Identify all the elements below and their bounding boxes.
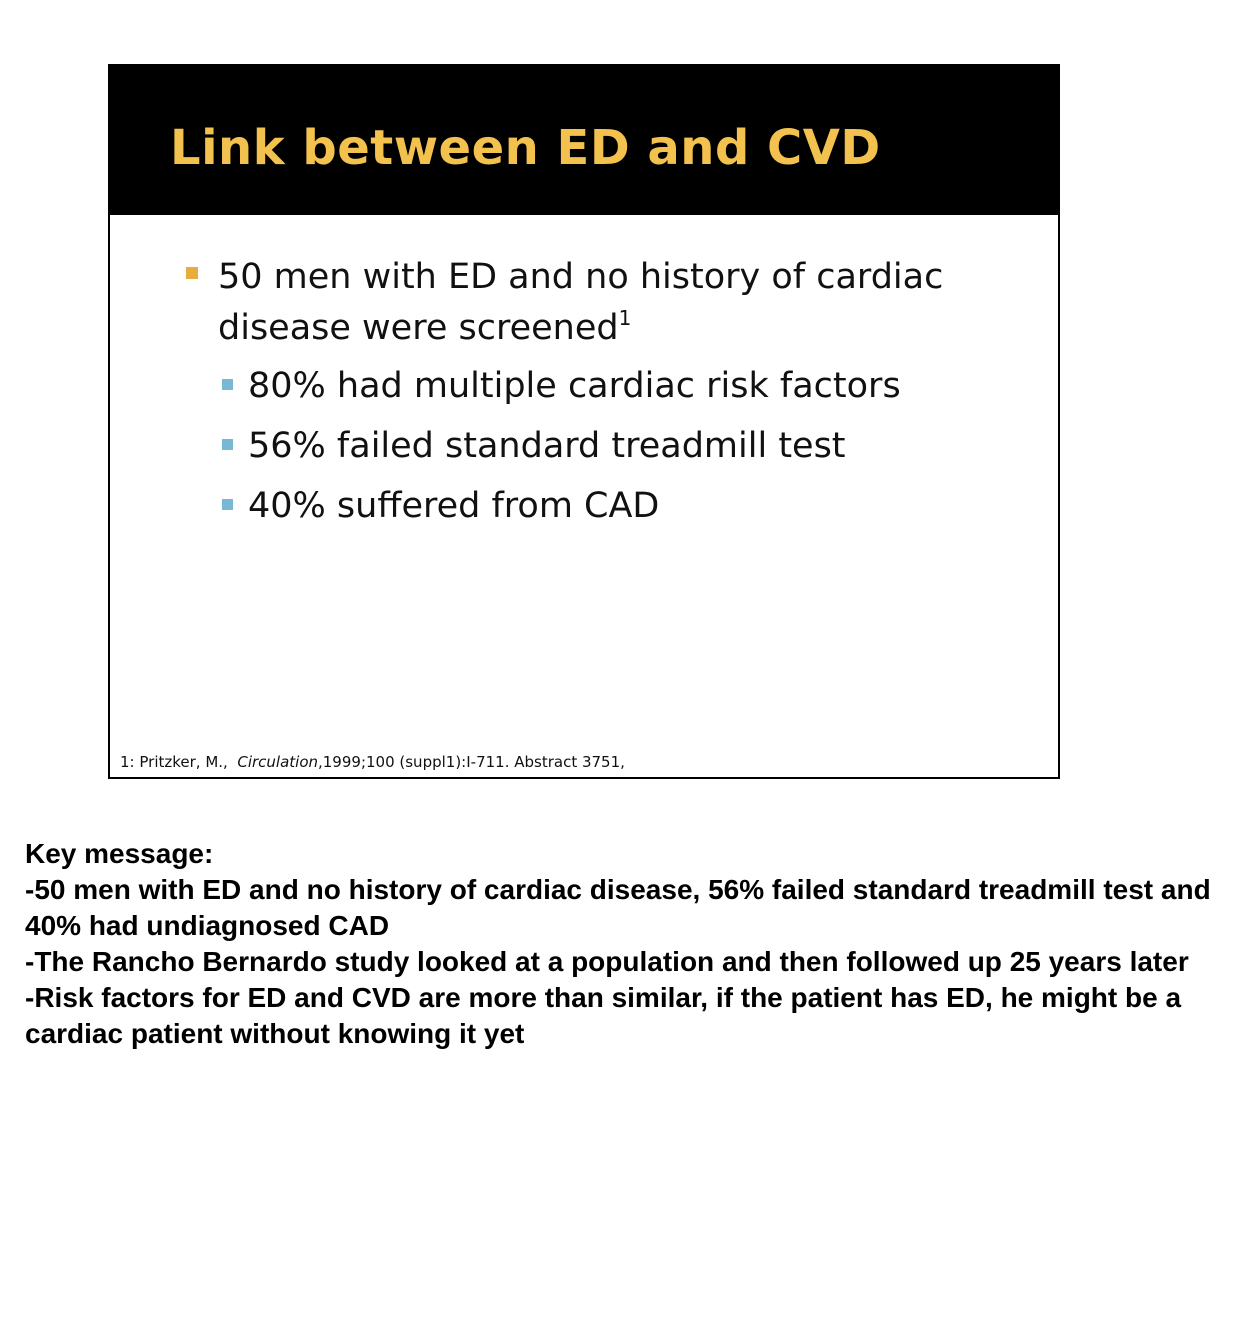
notes-line: -The Rancho Bernardo study looked at a population and then followed up 25 years later xyxy=(25,946,1189,977)
square-bullet-icon xyxy=(222,439,233,450)
slide-header xyxy=(110,66,1058,215)
footnote-prefix: 1: Pritzker, M., xyxy=(120,753,238,771)
slide-title: Link between ED and CVD xyxy=(170,120,881,176)
sub-bullet xyxy=(222,364,982,414)
notes-heading: Key message: xyxy=(25,838,214,869)
square-bullet-icon xyxy=(186,267,198,279)
footnote-rest: ,1999;100 (suppl1):I-711. Abstract 3751, xyxy=(318,753,625,771)
notes-line: -Risk factors for ED and CVD are more than similar, if the patient has ED, he might be a cardiac patient without knowing it yet xyxy=(25,982,1182,1049)
main-bullet-label: 50 men with ED and no history of cardiac disease were screened xyxy=(218,257,944,348)
footnote-reference: 1 xyxy=(618,306,632,330)
slide-footnote xyxy=(120,752,625,772)
sub-bullet-text: 40% suffered from CAD xyxy=(248,486,660,526)
square-bullet-icon xyxy=(222,499,233,510)
slide xyxy=(108,64,1060,779)
speaker-notes xyxy=(25,836,1215,1052)
sub-bullet-text: 80% had multiple cardiac risk factors xyxy=(248,366,901,406)
footnote-journal: Circulation xyxy=(237,753,318,771)
sub-bullet-text: 56% failed standard treadmill test xyxy=(248,426,846,466)
notes-line: -50 men with ED and no history of cardiac disease, 56% failed standard treadmill test and 40% had undiagnosed CAD xyxy=(25,874,1211,941)
main-bullet-text xyxy=(218,252,978,354)
sub-bullet xyxy=(222,424,982,474)
square-bullet-icon xyxy=(222,379,233,390)
sub-bullet xyxy=(222,484,982,534)
